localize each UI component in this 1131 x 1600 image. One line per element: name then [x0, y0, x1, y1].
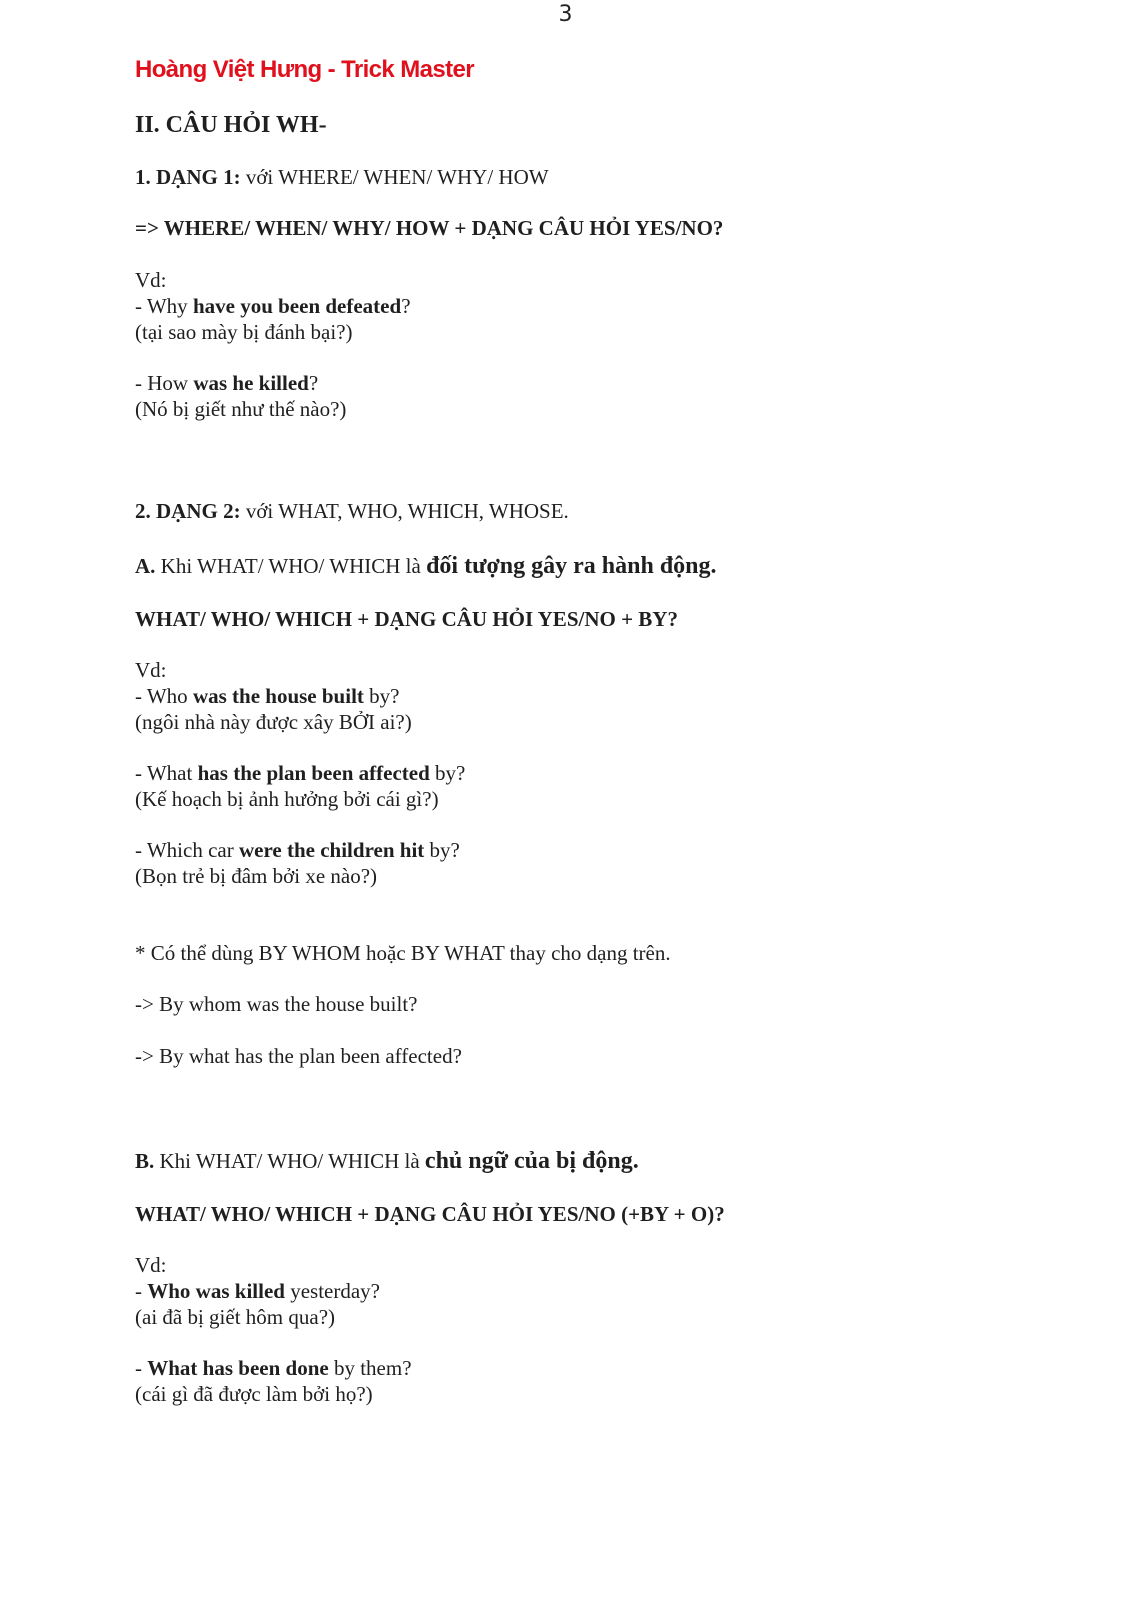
- dang1-text: với WHERE/ WHEN/ WHY/ HOW: [240, 165, 549, 189]
- example-translation: (Kế hoạch bị ảnh hưởng bởi cái gì?): [135, 787, 439, 811]
- dang2-a-formula: WHAT/ WHO/ WHICH + DẠNG CÂU HỎI YES/NO + BY?: [135, 607, 678, 631]
- dang2-label: 2. DẠNG 2:: [135, 499, 241, 523]
- dang1-label: 1. DẠNG 1:: [135, 165, 241, 189]
- example-bold: have you been defeated: [192, 294, 402, 318]
- dang2-a-vd: Vd:: [135, 658, 167, 682]
- dang2-b-vd: Vd:: [135, 1253, 167, 1277]
- dang2-b-emphasis: chủ ngữ của bị động.: [424, 1148, 639, 1174]
- dang2-b-heading: [135, 1148, 639, 1174]
- section-title: II. CÂU HỎI WH-: [135, 112, 327, 138]
- example-post: yesterday?: [284, 1279, 380, 1303]
- dang2-a-label: A.: [135, 554, 156, 578]
- dang2-text: với WHAT, WHO, WHICH, WHOSE.: [240, 499, 569, 523]
- author-header: Hoàng Việt Hưng - Trick Master: [135, 56, 475, 83]
- example-line: [135, 1278, 380, 1304]
- dang1-heading: [135, 164, 549, 190]
- dang2-b-formula: WHAT/ WHO/ WHICH + DẠNG CÂU HỎI YES/NO (+BY + O)?: [135, 1202, 725, 1226]
- dang2-a-alt2: -> By what has the plan been affected?: [135, 1044, 462, 1068]
- example-line: [135, 837, 460, 863]
- example-bold: were the children hit: [238, 838, 425, 862]
- example-pre: -: [135, 1356, 148, 1380]
- example-bold: Who was killed: [147, 1279, 285, 1303]
- example-post: by?: [429, 761, 466, 785]
- example-post: by?: [363, 684, 400, 708]
- example-post: by them?: [328, 1356, 412, 1380]
- example-line: [135, 1355, 412, 1381]
- dang2-a-note: * Có thể dùng BY WHOM hoặc BY WHAT thay cho dạng trên.: [135, 941, 671, 965]
- dang2-heading: [135, 498, 569, 524]
- example-translation: (Bọn trẻ bị đâm bởi xe nào?): [135, 864, 378, 888]
- example-bold: was the house built: [192, 684, 364, 708]
- dang1-vd: Vd:: [135, 268, 167, 292]
- dang2-b-text: Khi WHAT/ WHO/ WHICH là: [154, 1149, 425, 1173]
- example-pre: - What: [135, 761, 198, 785]
- example-bold: was he killed: [193, 371, 309, 395]
- example-post: ?: [401, 294, 411, 318]
- example-line: [135, 370, 318, 396]
- dang2-a-text: Khi WHAT/ WHO/ WHICH là: [155, 554, 427, 578]
- example-pre: - How: [135, 371, 194, 395]
- example-line: [135, 683, 399, 709]
- example-line: [135, 293, 411, 319]
- example-translation: (Nó bị giết như thế nào?): [135, 397, 347, 421]
- page-number: 3: [558, 2, 573, 27]
- dang2-a-alt1: -> By whom was the house built?: [135, 992, 418, 1016]
- dang1-formula: => WHERE/ WHEN/ WHY/ HOW + DẠNG CÂU HỎI YES/NO?: [135, 216, 724, 240]
- example-translation: (ngôi nhà này được xây BỞI ai?): [135, 710, 412, 734]
- dang2-a-emphasis: đối tượng gây ra hành động.: [426, 553, 717, 579]
- example-pre: - Why: [135, 294, 193, 318]
- dang2-a-heading: [135, 553, 717, 579]
- example-post: ?: [308, 371, 319, 395]
- example-pre: -: [135, 1279, 148, 1303]
- dang2-b-label: B.: [135, 1149, 155, 1173]
- example-post: by?: [424, 838, 460, 862]
- example-bold: has the plan been affected: [197, 761, 430, 785]
- example-translation: (tại sao mày bị đánh bại?): [135, 320, 353, 344]
- example-translation: (ai đã bị giết hôm qua?): [135, 1305, 336, 1329]
- example-line: [135, 760, 465, 786]
- example-pre: - Which car: [135, 838, 239, 862]
- example-translation: (cái gì đã được làm bởi họ?): [135, 1382, 373, 1406]
- example-bold: What has been done: [147, 1356, 329, 1380]
- example-pre: - Who: [135, 684, 193, 708]
